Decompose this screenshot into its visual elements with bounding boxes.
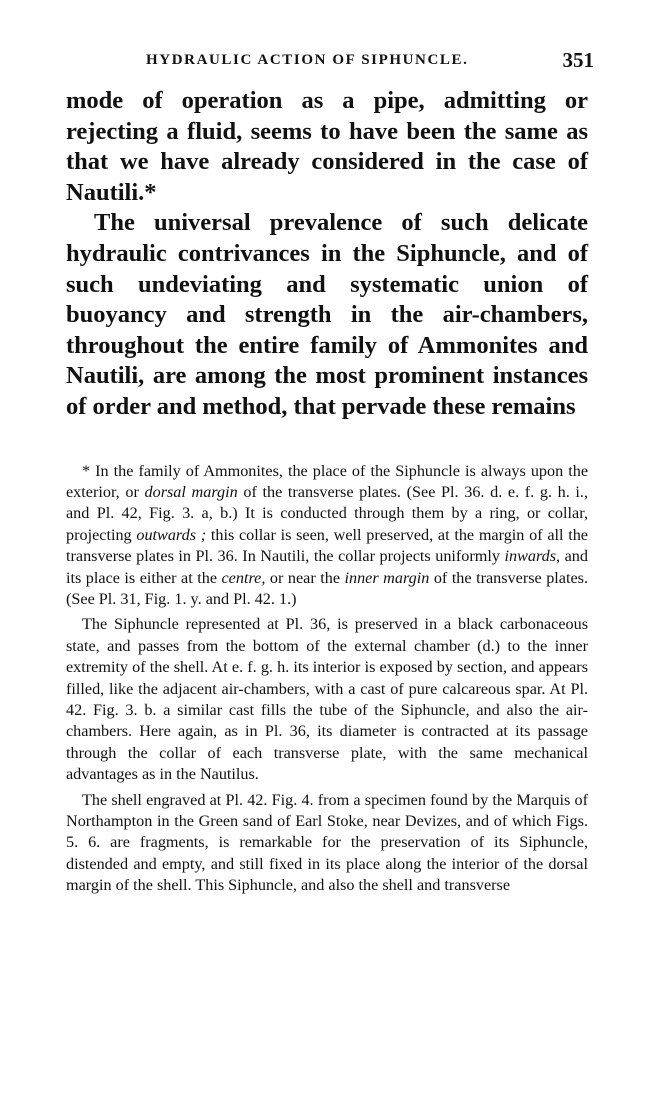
footnote-paragraph-1 [66, 461, 588, 611]
page-number: 351 [562, 48, 594, 72]
footnote-text: of the transverse plates. (See Pl. 31, Fig. 1. y. and Pl. 42. 1.) [66, 568, 588, 608]
footnote-text: of the transverse plates. (See Pl. 36. d. e. f. g. h. i., and Pl. 42, Fig. 3. a, b.) It is conducted through them by a ring, or collar, projecting [66, 482, 589, 544]
footnote-text: or near the [265, 568, 345, 587]
footnote-text: this collar is seen, well preserved, at the margin of all the transverse plates in Pl. 36. In Nautili, the collar projects uniformly [66, 525, 588, 566]
footnote [66, 461, 588, 897]
running-head [66, 46, 594, 76]
footnote-italic: inner margin [344, 568, 430, 587]
footnote-italic: centre, [221, 568, 266, 587]
footnote-italic: outwards ; [136, 525, 207, 544]
main-paragraph-continued: mode of operation as a pipe, admitting or rejecting a fluid, seems to have been the same as that we have already considered in the case of Nautili.* [66, 87, 588, 206]
footnote-italic: dorsal margin [144, 482, 238, 501]
footnote-text: * In the family of Ammonites, the place of the Siphuncle is always upon the exterior, or [66, 461, 588, 501]
footnote-paragraph-3: The shell engraved at Pl. 42. Fig. 4. from a specimen found by the Marquis of Northampton in the Green sand of Earl Stoke, near Devizes, and of which Figs. 5. 6. are fragments, is remarkable for the preservation of its Siphuncle, distended and empty, and still fixed in its place along the interior of the dorsal margin of the shell. This Siphuncle, and also the shell and transverse [66, 790, 588, 895]
main-text [66, 86, 588, 423]
footnote-italic: inwards, [504, 547, 561, 566]
footnote-paragraph-2: The Siphuncle represented at Pl. 36, is preserved in a black carbonaceous state, and passes from the bottom of the external chamber (d.) to the inner extremity of the shell. At e. f. g. h. its interior is exposed by section, and appears filled, like the adjacent air-chambers, with a cast of pure calcareous spar. At Pl. 42. Fig. 3. b. a similar cast fills the tube of the Siphuncle, and also the air-chambers. Here again, as in Pl. 36, its diameter is contracted at its passage through the collar of each transverse plate, with the same mechanical advantages as in the Nautilus. [66, 615, 588, 784]
running-title: HYDRAULIC ACTION OF SIPHUNCLE. [146, 52, 469, 68]
main-paragraph: The universal prevalence of such delicate hydraulic contrivances in the Siphuncle, and of such undeviating and systematic union of buoyancy and strength in the air-chambers, throughout the entire family of Ammonites and Nautili, are among the most prominent instances of order and method, that pervade these remains [66, 209, 588, 420]
book-page [66, 46, 594, 901]
footnote-text: and its place is either at the [66, 547, 588, 587]
